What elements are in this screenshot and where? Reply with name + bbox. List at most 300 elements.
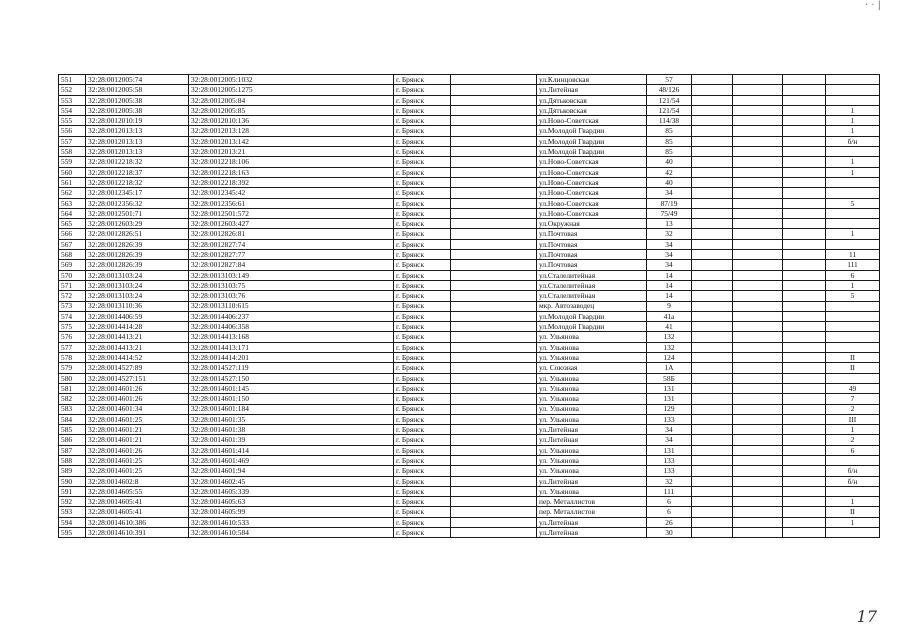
street-cell: ул.Дятьковская	[537, 105, 647, 115]
land-cadastral-number-cell: 32:28:0012005:38	[86, 95, 189, 105]
city-cell: г. Брянск	[394, 507, 451, 517]
street-cell: ул.Клинцовская	[537, 75, 647, 85]
row-number-cell: 581	[59, 383, 86, 393]
empty-cell	[692, 116, 733, 126]
house-number-cell: 40	[647, 157, 692, 167]
street-cell: ул. Ульянова	[537, 383, 647, 393]
apartment-cell: 5	[826, 198, 880, 208]
object-cadastral-number-cell: 32:28:0014601:469	[189, 455, 394, 465]
city-cell: г. Брянск	[394, 167, 451, 177]
table-row	[59, 280, 880, 290]
object-cadastral-number-cell: 32:28:0014601:145	[189, 383, 394, 393]
row-number-cell: 570	[59, 270, 86, 280]
house-number-cell: 34	[647, 435, 692, 445]
house-number-cell: 85	[647, 136, 692, 146]
table-row	[59, 311, 880, 321]
empty-cell	[733, 116, 783, 126]
house-number-cell: 32	[647, 476, 692, 486]
empty-cell	[451, 507, 537, 517]
empty-cell	[692, 208, 733, 218]
object-cadastral-number-cell: 32:28:0013103:76	[189, 291, 394, 301]
street-cell: ул.Почтовая	[537, 250, 647, 260]
apartment-cell	[826, 75, 880, 85]
empty-cell	[733, 394, 783, 404]
object-cadastral-number-cell: 32:28:0014605:339	[189, 486, 394, 496]
object-cadastral-number-cell: 32:28:0013103:149	[189, 270, 394, 280]
land-cadastral-number-cell: 32:28:0013103:24	[86, 280, 189, 290]
street-cell: ул.Молодой Гвардии	[537, 322, 647, 332]
empty-cell	[733, 414, 783, 424]
object-cadastral-number-cell: 32:28:0012827:84	[189, 260, 394, 270]
row-number-cell: 563	[59, 198, 86, 208]
apartment-cell	[826, 332, 880, 342]
row-number-cell: 553	[59, 95, 86, 105]
empty-cell	[451, 95, 537, 105]
apartment-cell: 1	[826, 280, 880, 290]
object-cadastral-number-cell: 32:28:0014602:45	[189, 476, 394, 486]
empty-cell	[451, 435, 537, 445]
object-cadastral-number-cell: 32:28:0014413:168	[189, 332, 394, 342]
empty-cell	[692, 270, 733, 280]
street-cell: ул. Ульянова	[537, 342, 647, 352]
empty-cell	[783, 311, 826, 321]
empty-cell	[692, 373, 733, 383]
empty-cell	[733, 301, 783, 311]
table-row	[59, 445, 880, 455]
row-number-cell: 575	[59, 322, 86, 332]
table-row	[59, 177, 880, 187]
table-row	[59, 260, 880, 270]
empty-cell	[783, 425, 826, 435]
empty-cell	[451, 301, 537, 311]
empty-cell	[733, 455, 783, 465]
city-cell: г. Брянск	[394, 311, 451, 321]
object-cadastral-number-cell: 32:28:0012013:142	[189, 136, 394, 146]
street-cell: ул.Ново-Советская	[537, 188, 647, 198]
house-number-cell: 30	[647, 528, 692, 538]
city-cell: г. Брянск	[394, 486, 451, 496]
apartment-cell	[826, 239, 880, 249]
table-row	[59, 208, 880, 218]
house-number-cell: 133	[647, 455, 692, 465]
empty-cell	[783, 167, 826, 177]
empty-cell	[783, 394, 826, 404]
object-cadastral-number-cell: 32:28:0014413:171	[189, 342, 394, 352]
land-cadastral-number-cell: 32:28:0012005:74	[86, 75, 189, 85]
object-cadastral-number-cell: 32:28:0014527:119	[189, 363, 394, 373]
land-cadastral-number-cell: 32:28:0013110:36	[86, 301, 189, 311]
house-number-cell: 111	[647, 486, 692, 496]
empty-cell	[692, 455, 733, 465]
city-cell: г. Брянск	[394, 455, 451, 465]
empty-cell	[733, 85, 783, 95]
empty-cell	[451, 332, 537, 342]
house-number-cell: 131	[647, 383, 692, 393]
empty-cell	[783, 280, 826, 290]
empty-cell	[451, 353, 537, 363]
apartment-cell	[826, 322, 880, 332]
house-number-cell: 14	[647, 291, 692, 301]
house-number-cell: 41а	[647, 311, 692, 321]
house-number-cell: 121/54	[647, 105, 692, 115]
empty-cell	[692, 528, 733, 538]
object-cadastral-number-cell: 32:28:0014601:39	[189, 435, 394, 445]
empty-cell	[451, 373, 537, 383]
city-cell: г. Брянск	[394, 208, 451, 218]
empty-cell	[733, 147, 783, 157]
empty-cell	[783, 455, 826, 465]
object-cadastral-number-cell: 32:28:0012013:21	[189, 147, 394, 157]
street-cell: ул.Дятьковская	[537, 95, 647, 105]
object-cadastral-number-cell: 32:28:0014605:63	[189, 497, 394, 507]
city-cell: г. Брянск	[394, 198, 451, 208]
empty-cell	[733, 270, 783, 280]
object-cadastral-number-cell: 32:28:0012345:42	[189, 188, 394, 198]
empty-cell	[733, 208, 783, 218]
empty-cell	[451, 239, 537, 249]
house-number-cell: 131	[647, 445, 692, 455]
land-cadastral-number-cell: 32:28:0012826:39	[86, 250, 189, 260]
empty-cell	[451, 116, 537, 126]
object-cadastral-number-cell: 32:28:0014406:358	[189, 322, 394, 332]
land-cadastral-number-cell: 32:28:0014601:25	[86, 455, 189, 465]
empty-cell	[451, 250, 537, 260]
house-number-cell: 6	[647, 507, 692, 517]
land-cadastral-number-cell: 32:28:0014605:41	[86, 507, 189, 517]
house-number-cell: 85	[647, 126, 692, 136]
empty-cell	[783, 363, 826, 373]
house-number-cell: 85	[647, 147, 692, 157]
table-row	[59, 85, 880, 95]
empty-cell	[451, 157, 537, 167]
empty-cell	[692, 517, 733, 527]
city-cell: г. Брянск	[394, 476, 451, 486]
apartment-cell: 7	[826, 394, 880, 404]
apartment-cell: 1	[826, 517, 880, 527]
empty-cell	[692, 239, 733, 249]
land-cadastral-number-cell: 32:28:0014601:26	[86, 383, 189, 393]
table-row	[59, 455, 880, 465]
empty-cell	[783, 322, 826, 332]
city-cell: г. Брянск	[394, 270, 451, 280]
handwritten-page-number: 17	[856, 607, 877, 626]
empty-cell	[451, 528, 537, 538]
empty-cell	[783, 177, 826, 187]
table-row	[59, 507, 880, 517]
empty-cell	[451, 126, 537, 136]
object-cadastral-number-cell: 32:28:0012218:106	[189, 157, 394, 167]
apartment-cell	[826, 95, 880, 105]
apartment-cell	[826, 85, 880, 95]
table-row	[59, 414, 880, 424]
apartment-cell	[826, 342, 880, 352]
empty-cell	[733, 250, 783, 260]
city-cell: г. Брянск	[394, 75, 451, 85]
empty-cell	[451, 425, 537, 435]
empty-cell	[692, 229, 733, 239]
house-number-cell: 75/49	[647, 208, 692, 218]
empty-cell	[733, 373, 783, 383]
empty-cell	[733, 219, 783, 229]
row-number-cell: 573	[59, 301, 86, 311]
row-number-cell: 584	[59, 414, 86, 424]
apartment-cell: 49	[826, 383, 880, 393]
street-cell: ул.Почтовая	[537, 229, 647, 239]
row-number-cell: 569	[59, 260, 86, 270]
row-number-cell: 567	[59, 239, 86, 249]
object-cadastral-number-cell: 32:28:0012005:1032	[189, 75, 394, 85]
registry-table	[58, 74, 880, 538]
row-number-cell: 564	[59, 208, 86, 218]
empty-cell	[692, 85, 733, 95]
house-number-cell: 129	[647, 404, 692, 414]
apartment-cell: 1	[826, 157, 880, 167]
table-row	[59, 270, 880, 280]
land-cadastral-number-cell: 32:28:0014414:28	[86, 322, 189, 332]
registry-table-body	[59, 75, 880, 538]
object-cadastral-number-cell: 32:28:0014601:38	[189, 425, 394, 435]
object-cadastral-number-cell: 32:28:0014406:237	[189, 311, 394, 321]
street-cell: мкр. Автозаводец	[537, 301, 647, 311]
object-cadastral-number-cell: 32:28:0013110:615	[189, 301, 394, 311]
apartment-cell	[826, 177, 880, 187]
street-cell: ул. Ульянова	[537, 332, 647, 342]
house-number-cell: 34	[647, 260, 692, 270]
empty-cell	[692, 363, 733, 373]
apartment-cell	[826, 311, 880, 321]
empty-cell	[733, 425, 783, 435]
land-cadastral-number-cell: 32:28:0012013:13	[86, 136, 189, 146]
land-cadastral-number-cell: 32:28:0013103:24	[86, 291, 189, 301]
empty-cell	[783, 239, 826, 249]
empty-cell	[733, 105, 783, 115]
empty-cell	[783, 353, 826, 363]
row-number-cell: 568	[59, 250, 86, 260]
row-number-cell: 591	[59, 486, 86, 496]
empty-cell	[692, 136, 733, 146]
object-cadastral-number-cell: 32:28:0014601:150	[189, 394, 394, 404]
land-cadastral-number-cell: 32:28:0014605:55	[86, 486, 189, 496]
apartment-cell: б/н	[826, 466, 880, 476]
land-cadastral-number-cell: 32:28:0014601:26	[86, 445, 189, 455]
empty-cell	[733, 188, 783, 198]
empty-cell	[783, 250, 826, 260]
empty-cell	[451, 260, 537, 270]
empty-cell	[692, 497, 733, 507]
empty-cell	[451, 466, 537, 476]
empty-cell	[783, 497, 826, 507]
empty-cell	[733, 528, 783, 538]
empty-cell	[733, 342, 783, 352]
land-cadastral-number-cell: 32:28:0012218:32	[86, 157, 189, 167]
street-cell: ул.Ново-Советская	[537, 177, 647, 187]
table-row	[59, 425, 880, 435]
empty-cell	[451, 497, 537, 507]
empty-cell	[783, 116, 826, 126]
apartment-cell: 1	[826, 425, 880, 435]
house-number-cell: 34	[647, 250, 692, 260]
empty-cell	[733, 157, 783, 167]
street-cell: ул.Ново-Советская	[537, 116, 647, 126]
city-cell: г. Брянск	[394, 95, 451, 105]
house-number-cell: 57	[647, 75, 692, 85]
table-row	[59, 383, 880, 393]
city-cell: г. Брянск	[394, 435, 451, 445]
city-cell: г. Брянск	[394, 373, 451, 383]
empty-cell	[692, 177, 733, 187]
city-cell: г. Брянск	[394, 177, 451, 187]
city-cell: г. Брянск	[394, 383, 451, 393]
empty-cell	[783, 126, 826, 136]
row-number-cell: 566	[59, 229, 86, 239]
empty-cell	[783, 332, 826, 342]
object-cadastral-number-cell: 32:28:0014605:99	[189, 507, 394, 517]
house-number-cell: 34	[647, 425, 692, 435]
row-number-cell: 574	[59, 311, 86, 321]
row-number-cell: 588	[59, 455, 86, 465]
land-cadastral-number-cell: 32:28:0012013:13	[86, 126, 189, 136]
empty-cell	[783, 208, 826, 218]
apartment-cell: 1	[826, 167, 880, 177]
land-cadastral-number-cell: 32:28:0013103:24	[86, 270, 189, 280]
street-cell: ул. Ульянова	[537, 353, 647, 363]
city-cell: г. Брянск	[394, 239, 451, 249]
street-cell: ул. Ульянова	[537, 466, 647, 476]
empty-cell	[733, 507, 783, 517]
apartment-cell: III	[826, 414, 880, 424]
empty-cell	[692, 311, 733, 321]
apartment-cell	[826, 208, 880, 218]
empty-cell	[783, 147, 826, 157]
empty-cell	[692, 445, 733, 455]
empty-cell	[733, 363, 783, 373]
empty-cell	[451, 455, 537, 465]
empty-cell	[733, 435, 783, 445]
empty-cell	[451, 394, 537, 404]
empty-cell	[451, 476, 537, 486]
empty-cell	[451, 322, 537, 332]
empty-cell	[783, 75, 826, 85]
object-cadastral-number-cell: 32:28:0012826:81	[189, 229, 394, 239]
apartment-cell	[826, 528, 880, 538]
empty-cell	[733, 280, 783, 290]
street-cell: ул.Литейная	[537, 528, 647, 538]
land-cadastral-number-cell: 32:28:0012005:58	[86, 85, 189, 95]
apartment-cell: 111	[826, 260, 880, 270]
object-cadastral-number-cell: 32:28:0014527:150	[189, 373, 394, 383]
empty-cell	[692, 414, 733, 424]
table-row	[59, 435, 880, 445]
empty-cell	[692, 342, 733, 352]
empty-cell	[451, 219, 537, 229]
apartment-cell: 1	[826, 229, 880, 239]
table-row	[59, 528, 880, 538]
object-cadastral-number-cell: 32:28:0014601:35	[189, 414, 394, 424]
table-row	[59, 239, 880, 249]
row-number-cell: 555	[59, 116, 86, 126]
empty-cell	[692, 126, 733, 136]
row-number-cell: 587	[59, 445, 86, 455]
table-row	[59, 229, 880, 239]
table-row	[59, 466, 880, 476]
table-row	[59, 486, 880, 496]
empty-cell	[733, 486, 783, 496]
empty-cell	[451, 208, 537, 218]
empty-cell	[733, 466, 783, 476]
empty-cell	[733, 136, 783, 146]
apartment-cell	[826, 219, 880, 229]
empty-cell	[692, 188, 733, 198]
apartment-cell	[826, 188, 880, 198]
street-cell: ул.Ново-Советская	[537, 198, 647, 208]
empty-cell	[733, 322, 783, 332]
empty-cell	[783, 528, 826, 538]
table-row	[59, 301, 880, 311]
empty-cell	[783, 435, 826, 445]
apartment-cell: 2	[826, 404, 880, 414]
land-cadastral-number-cell: 32:28:0014527:89	[86, 363, 189, 373]
house-number-cell: 13	[647, 219, 692, 229]
object-cadastral-number-cell: 32:28:0012501:572	[189, 208, 394, 218]
street-cell: ул.Литейная	[537, 517, 647, 527]
row-number-cell: 552	[59, 85, 86, 95]
city-cell: г. Брянск	[394, 188, 451, 198]
table-row	[59, 291, 880, 301]
empty-cell	[733, 383, 783, 393]
empty-cell	[733, 404, 783, 414]
empty-cell	[692, 95, 733, 105]
empty-cell	[692, 219, 733, 229]
empty-cell	[451, 517, 537, 527]
table-row	[59, 157, 880, 167]
empty-cell	[783, 486, 826, 496]
apartment-cell: б/н	[826, 476, 880, 486]
empty-cell	[783, 383, 826, 393]
city-cell: г. Брянск	[394, 301, 451, 311]
land-cadastral-number-cell: 32:28:0014601:26	[86, 394, 189, 404]
house-number-cell: 131	[647, 394, 692, 404]
apartment-cell: 1	[826, 116, 880, 126]
table-row	[59, 188, 880, 198]
object-cadastral-number-cell: 32:28:0012218:163	[189, 167, 394, 177]
house-number-cell: 14	[647, 280, 692, 290]
empty-cell	[451, 414, 537, 424]
street-cell: ул. Ульянова	[537, 445, 647, 455]
object-cadastral-number-cell: 32:28:0014601:414	[189, 445, 394, 455]
apartment-cell: 1	[826, 497, 880, 507]
city-cell: г. Брянск	[394, 363, 451, 373]
table-row	[59, 332, 880, 342]
row-number-cell: 558	[59, 147, 86, 157]
land-cadastral-number-cell: 32:28:0014414:52	[86, 353, 189, 363]
empty-cell	[451, 229, 537, 239]
object-cadastral-number-cell: 32:28:0012010:136	[189, 116, 394, 126]
street-cell: ул.Молодой Гвардии	[537, 147, 647, 157]
empty-cell	[451, 342, 537, 352]
empty-cell	[692, 167, 733, 177]
empty-cell	[451, 404, 537, 414]
row-number-cell: 554	[59, 105, 86, 115]
object-cadastral-number-cell: 32:28:0013103:75	[189, 280, 394, 290]
street-cell: ул. Ульянова	[537, 414, 647, 424]
table-row	[59, 136, 880, 146]
empty-cell	[783, 373, 826, 383]
empty-cell	[783, 342, 826, 352]
street-cell: ул.Молодой Гвардии	[537, 126, 647, 136]
empty-cell	[783, 270, 826, 280]
empty-cell	[783, 445, 826, 455]
street-cell: ул.Окружная	[537, 219, 647, 229]
